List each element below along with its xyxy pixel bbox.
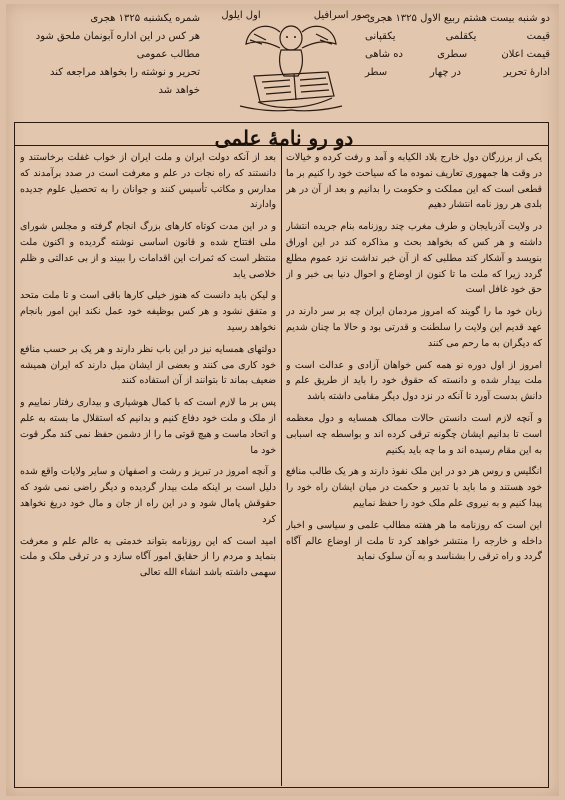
ad-value-a: سطری: [437, 49, 468, 60]
price-label: قیمت: [526, 31, 550, 42]
paragraph: دولتهای همسایه نیز در این باب نظر دارند و هر یک بر حسب منافع خود کاری می کنند و بعضی از ایشان میل دارند که ایران همیشه ضعیف بماند تا بتوانند از آن استفاده کنند: [20, 343, 276, 387]
paragraph: و در این مدت کوتاه کارهای بزرگ انجام گرفته و مجلس شورای ملی افتتاح شده و قانون اساسی نوشته گردیده و اکنون ملت منتظر است که ثمرات این اقدامات را ببیند و از بی عدالتی و ظلم خلاصی یابد: [20, 221, 276, 280]
ad-value-b: ده شاهی: [365, 49, 403, 60]
paragraph: زبان خود ما را گویند که امروز مردمان ایران چه بر سر دارند در عهد قدیم این ولایت را سلطنت و قدرتی بود و حالا ما چنان شدیم که دیگران به ما رحم می کنند: [286, 306, 542, 349]
header-left-line3: تحریر و نوشته را بخواهد مراجعه کند: [49, 67, 200, 78]
header-left-line2: هر کس در این اداره آبونمان ملحق شود مطالب عمومی: [35, 31, 200, 60]
ad-label: قیمت اعلان: [501, 49, 550, 60]
paragraph: این است که روزنامه ما هر هفته مطالب علمی و سیاسی و اخبار داخله و خارجه را منتشر خواهد کرد تا ملت از اوضاع عالم آگاه گردد و راه ترقی را بشناسد و به آن سلوک نماید: [286, 519, 542, 563]
article-column-left: [20, 150, 276, 775]
price-value-b: یکقپانی: [365, 31, 396, 42]
paragraph: انگلیس و روس هر دو در این ملک نفوذ دارند و هر یک طالب منافع خود هستند و ما باید با تدبیر و حکمت در میان ایشان راه خود را پیدا کنیم و به نیروی علم ملک خود را حفظ نماییم: [286, 466, 542, 509]
paragraph: و لیکن باید دانست که هنوز خیلی کارها باقی است و تا ملت متحد و متفق نشود و هر کس بوظیفه خود عمل نکند این امور بانجام نخواهد رسید: [20, 290, 276, 333]
column-divider: [281, 145, 282, 786]
paragraph: در ولایت آذربایجان و طرف مغرب چند روزنامه بنام جریده انتشار داشته و هر کس که بخواهد بحث و مذاکره کند در این اوراق بنویسد و آشکار کند مطلبی که از آن خبر نداشت نزد عموم مطلع گردد زیرا که ملت ما تا کنون از اوضاع و احوال دنیا بی خبر و از حق خود غافل است: [286, 221, 542, 296]
paragraph: امید است که این روزنامه بتواند خدمتی به عالم علم و معرفت بنماید و مردم را از حقایق امور آگاه سازد و در ترقی ملک و ملت سهمی داشته باشد انشاء الله تعالی: [20, 535, 276, 579]
office-value-b: سطر: [365, 67, 388, 78]
header-office-row: [365, 64, 550, 82]
office-label: ادارهٔ تحریر: [503, 67, 550, 78]
header-left-line1: شمره یکشنبه ۱۳۲۵ هجری: [90, 13, 200, 24]
header-ad-row: [365, 46, 550, 64]
header-price-row: [365, 28, 550, 46]
issue-label: اول ایلول: [221, 10, 261, 21]
header-left-line4: خواهد شد: [158, 85, 200, 96]
paragraph: یکی از برزرگان دول خارج بلاد الکیابه و آمد و رفت کرده و خیالات در وقت ها جمهوری تعاریف نموده ما که سیاحت خود را کنیم بر ما قطعی است که این مملکت و حکومت را بدانیم و بعد از آن در هر بلدی هر روز نامه انتشار دهیم: [286, 152, 542, 211]
office-value-a: در چهار: [429, 67, 461, 78]
price-value-a: یکقلمی: [445, 31, 477, 42]
paragraph: پس بر ما لازم است که با کمال هوشیاری و بیداری رفتار نماییم و از ملک و ملت خود دفاع کنیم و بدانیم که استقلال ما بسته به علم و اتحاد ماست و هیچ قوتی ما را از دشمن حفظ نمی کند مگر قوت خود ما: [20, 397, 276, 456]
header-date-line: دو شنبه بیست هشتم ربیع الاول ۱۳۲۵ هجری: [367, 13, 550, 24]
article-column-right: [286, 150, 542, 775]
header-info-right: [365, 10, 550, 82]
cherub-emblem-icon: [236, 10, 346, 115]
page-title: دو رو نامهٔ علمی: [214, 126, 354, 150]
paragraph: امروز از اول دوره نو همه کس خواهان آزادی و عدالت است و ملت بیدار شده و دانسته که حقوق خود را باید از طریق علم و دانش بدست آورد تا آنکه در نزد دول دیگر مقامی داشته باشد: [286, 359, 542, 403]
brand-label: صور اسرافیل: [313, 10, 371, 21]
paragraph: و آنچه امروز در تبریز و رشت و اصفهان و سایر ولایات واقع شده دلیل است بر اینکه ملت بیدار گردیده و دیگر راضی نمی شود که حقوقش پامال شود و در این راه از جان و مال خود دریغ نخواهد کرد: [20, 466, 276, 525]
paragraph: و آنچه لازم است دانستن حالات ممالک همسایه و دول معظمه است تا بدانیم ایشان چگونه ترقی کرده اند و بواسطه چه اسبابی به این مقام رسیده اند و ما چه باید بکنیم: [286, 412, 542, 456]
header-info-left: [20, 10, 200, 100]
paragraph: بعد از آنکه دولت ایران و ملت ایران از خواب غفلت برخاستند و دانستند که راه نجات در علم و معرفت است در صدد برآمدند که مدارس و مکاتب تأسیس کنند و جوانان را به تحصیل علوم جدیده وادارند: [20, 152, 276, 211]
